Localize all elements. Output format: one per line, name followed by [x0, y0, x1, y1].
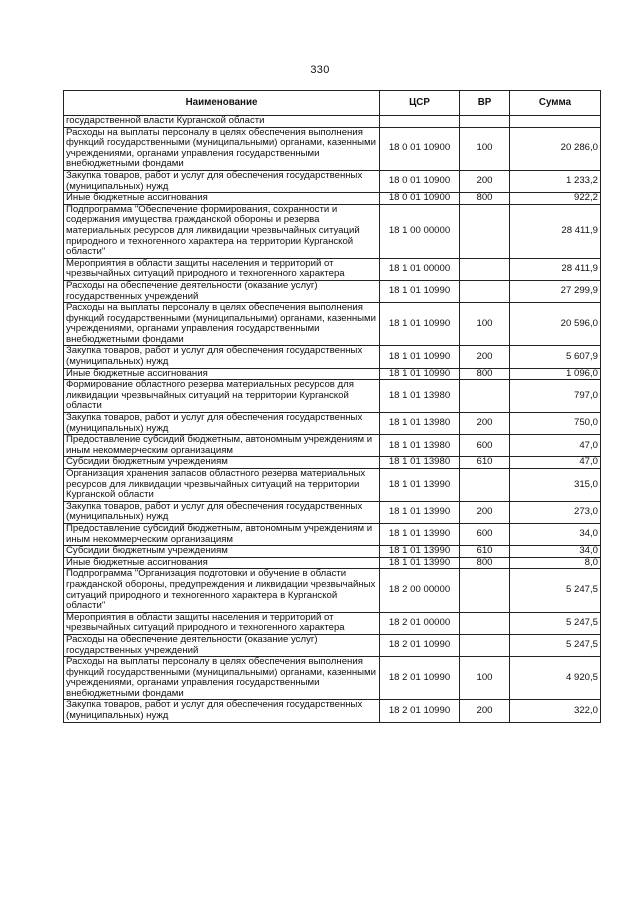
budget-table — [63, 90, 601, 723]
table-row — [64, 346, 601, 368]
row-name: Подпрограмма "Организация подготовки и обучение в области гражданской обороны, предупреждения и ликвидации чрезвычайных ситуаций природного и техногенного характера в Курганской области" — [64, 569, 380, 612]
row-vr — [460, 258, 510, 280]
row-name: Закупка товаров, работ и услуг для обеспечения государственных (муниципальных) нужд — [64, 170, 380, 192]
row-vr — [460, 469, 510, 502]
row-csr: 18 1 01 10990 — [380, 280, 460, 302]
row-name: Расходы на обеспечение деятельности (оказание услуг) государственных учреждений — [64, 280, 380, 302]
row-sum: 315,0 — [510, 469, 601, 502]
row-sum: 5 607,9 — [510, 346, 601, 368]
row-csr: 18 1 01 10990 — [380, 303, 460, 346]
row-name: Иные бюджетные ассигнования — [64, 557, 380, 569]
row-name: Закупка товаров, работ и услуг для обеспечения государственных (муниципальных) нужд — [64, 700, 380, 722]
row-sum: 20 596,0 — [510, 303, 601, 346]
table-row — [64, 380, 601, 413]
row-name: Подпрограмма "Обеспечение формирования, сохранности и содержания имущества гражданской обороны и резерва материальных ресурсов для ликвидации чрезвычайных ситуаций природного и техногенного характера на территории Курганской области" — [64, 204, 380, 258]
row-vr: 200 — [460, 413, 510, 435]
table-row — [64, 303, 601, 346]
table-row — [64, 116, 601, 128]
table-row — [64, 258, 601, 280]
row-name: государственной власти Курганской области — [64, 116, 380, 128]
table-row — [64, 546, 601, 558]
row-csr: 18 1 01 13990 — [380, 523, 460, 545]
row-name: Расходы на выплаты персоналу в целях обеспечения выполнения функций государственными (муниципальными) органами, казенными учреждениями, органами управления государственными внебюджетными фондами — [64, 127, 380, 170]
row-vr: 600 — [460, 523, 510, 545]
table-row — [64, 612, 601, 634]
row-csr: 18 1 01 00000 — [380, 258, 460, 280]
row-name: Закупка товаров, работ и услуг для обеспечения государственных (муниципальных) нужд — [64, 346, 380, 368]
page-number: 330 — [310, 64, 330, 76]
row-sum: 273,0 — [510, 501, 601, 523]
table-row — [64, 413, 601, 435]
row-vr — [460, 612, 510, 634]
row-vr — [460, 280, 510, 302]
row-sum: 1 233,2 — [510, 170, 601, 192]
row-vr: 800 — [460, 193, 510, 205]
row-csr: 18 1 01 10990 — [380, 346, 460, 368]
row-name: Расходы на выплаты персоналу в целях обеспечения выполнения функций государственными (муниципальными) органами, казенными учреждениями, органами управления государственными внебюджетными фондами — [64, 303, 380, 346]
table-row — [64, 557, 601, 569]
row-sum: 5 247,5 — [510, 569, 601, 612]
row-csr: 18 2 01 00000 — [380, 612, 460, 634]
row-name: Предоставление субсидий бюджетным, автономным учреждениям и иным некоммерческим организациям — [64, 435, 380, 457]
row-sum: 5 247,5 — [510, 612, 601, 634]
row-vr: 800 — [460, 368, 510, 380]
row-vr: 100 — [460, 127, 510, 170]
table-row — [64, 193, 601, 205]
row-vr: 200 — [460, 346, 510, 368]
row-vr: 610 — [460, 546, 510, 558]
row-name: Расходы на выплаты персоналу в целях обеспечения выполнения функций государственными (муниципальными) органами, казенными учреждениями, органами управления государственными внебюджетными фондами — [64, 657, 380, 700]
row-sum: 8,0 — [510, 557, 601, 569]
row-csr: 18 2 00 00000 — [380, 569, 460, 612]
row-name: Организация хранения запасов областного резерва материальных ресурсов для ликвидации чрезвычайных ситуаций на территории Курганской области — [64, 469, 380, 502]
row-csr: 18 1 01 13990 — [380, 557, 460, 569]
table-row — [64, 569, 601, 612]
row-csr: 18 1 01 13980 — [380, 435, 460, 457]
row-sum: 34,0 — [510, 546, 601, 558]
header-vr: ВР — [460, 91, 510, 116]
row-vr: 200 — [460, 700, 510, 722]
row-sum: 750,0 — [510, 413, 601, 435]
row-csr: 18 1 00 00000 — [380, 204, 460, 258]
row-name: Мероприятия в области защиты населения и территорий от чрезвычайных ситуаций природного и техногенного характера — [64, 612, 380, 634]
row-vr — [460, 116, 510, 128]
row-sum: 28 411,9 — [510, 258, 601, 280]
row-csr: 18 1 01 10990 — [380, 368, 460, 380]
table-row — [64, 501, 601, 523]
row-name: Закупка товаров, работ и услуг для обеспечения государственных (муниципальных) нужд — [64, 501, 380, 523]
row-name: Мероприятия в области защиты населения и территорий от чрезвычайных ситуаций природного и техногенного характера — [64, 258, 380, 280]
table-row — [64, 280, 601, 302]
row-csr: 18 1 01 13990 — [380, 546, 460, 558]
row-sum: 20 286,0 — [510, 127, 601, 170]
table-row — [64, 469, 601, 502]
row-vr: 200 — [460, 501, 510, 523]
row-vr — [460, 634, 510, 656]
header-sum: Сумма — [510, 91, 601, 116]
row-name: Закупка товаров, работ и услуг для обеспечения государственных (муниципальных) нужд — [64, 413, 380, 435]
row-sum: 322,0 — [510, 700, 601, 722]
row-sum: 34,0 — [510, 523, 601, 545]
row-sum: 5 247,5 — [510, 634, 601, 656]
row-csr: 18 0 01 10900 — [380, 127, 460, 170]
row-csr: 18 0 01 10900 — [380, 193, 460, 205]
table-row — [64, 204, 601, 258]
row-sum: 797,0 — [510, 380, 601, 413]
row-name: Иные бюджетные ассигнования — [64, 193, 380, 205]
table-row — [64, 634, 601, 656]
row-sum: 28 411,9 — [510, 204, 601, 258]
table-row — [64, 368, 601, 380]
row-name: Расходы на обеспечение деятельности (оказание услуг) государственных учреждений — [64, 634, 380, 656]
table-row — [64, 523, 601, 545]
header-name: Наименование — [64, 91, 380, 116]
row-vr: 100 — [460, 657, 510, 700]
row-name: Субсидии бюджетным учреждениям — [64, 457, 380, 469]
row-csr: 18 1 01 13980 — [380, 457, 460, 469]
table-body — [64, 116, 601, 723]
row-csr — [380, 116, 460, 128]
row-csr: 18 2 01 10990 — [380, 700, 460, 722]
header-csr: ЦСР — [380, 91, 460, 116]
row-csr: 18 2 01 10990 — [380, 634, 460, 656]
row-name: Предоставление субсидий бюджетным, автономным учреждениям и иным некоммерческим организациям — [64, 523, 380, 545]
table-row — [64, 170, 601, 192]
row-name: Иные бюджетные ассигнования — [64, 368, 380, 380]
row-sum: 27 299,9 — [510, 280, 601, 302]
row-csr: 18 2 01 10990 — [380, 657, 460, 700]
row-csr: 18 1 01 13990 — [380, 469, 460, 502]
row-vr: 610 — [460, 457, 510, 469]
row-csr: 18 0 01 10900 — [380, 170, 460, 192]
row-sum: 922,2 — [510, 193, 601, 205]
row-vr: 600 — [460, 435, 510, 457]
row-csr: 18 1 01 13990 — [380, 501, 460, 523]
table-row — [64, 457, 601, 469]
row-vr: 200 — [460, 170, 510, 192]
row-vr: 800 — [460, 557, 510, 569]
table-row — [64, 657, 601, 700]
row-name: Субсидии бюджетным учреждениям — [64, 546, 380, 558]
table-row — [64, 127, 601, 170]
table-header-row — [64, 91, 601, 116]
row-csr: 18 1 01 13980 — [380, 380, 460, 413]
table-row — [64, 435, 601, 457]
row-sum: 47,0 — [510, 435, 601, 457]
row-name: Формирование областного резерва материальных ресурсов для ликвидации чрезвычайных ситуаций на территории Курганской области — [64, 380, 380, 413]
table-row — [64, 700, 601, 722]
row-vr — [460, 204, 510, 258]
row-csr: 18 1 01 13980 — [380, 413, 460, 435]
row-vr: 100 — [460, 303, 510, 346]
row-sum: 4 920,5 — [510, 657, 601, 700]
row-sum — [510, 116, 601, 128]
row-vr — [460, 569, 510, 612]
row-sum: 1 096,0 — [510, 368, 601, 380]
row-sum: 47,0 — [510, 457, 601, 469]
row-vr — [460, 380, 510, 413]
